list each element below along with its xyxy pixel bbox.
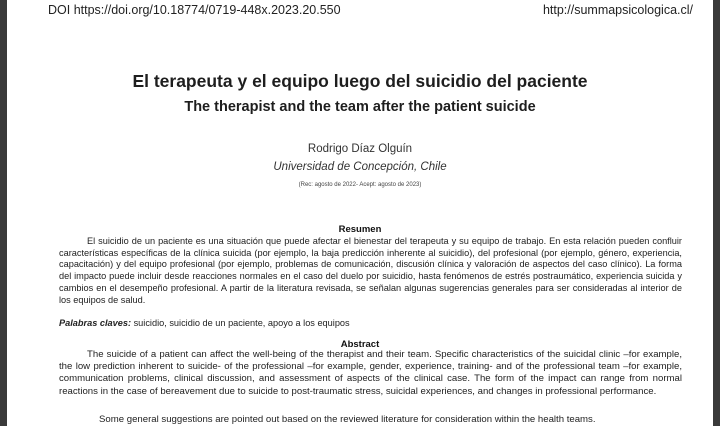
abstract-paragraph: The suicide of a patient can affect the well-being of the therapist and their team. Specific characteristics of the suicidal clinic –for example, the low prediction inherent to suicide- of the professional –for example, gender, experience, training- and of the professional team –for example, communication problems, clinical discussion, and assessment of aspects of the clinical case. The form of the impact can range from normal reactions in the case of bereavement due to suicide to post-traumatic stress, suicidal experiences, and changes in professional performance. xyxy=(59,349,682,397)
keywords-line xyxy=(59,318,682,328)
keywords-label: Palabras claves: xyxy=(59,318,132,328)
article-subtitle: The therapist and the team after the patient suicide xyxy=(184,99,536,115)
article-title: El terapeuta y el equipo luego del suicidio del paciente xyxy=(132,71,588,91)
abstract-paragraph-2: Some general suggestions are pointed out based on the reviewed literature for consideration within the health teams. xyxy=(99,414,596,425)
viewer-left-edge xyxy=(0,0,7,426)
abstract-heading: Abstract xyxy=(340,339,380,350)
document-page xyxy=(7,0,713,426)
journal-website: http://summapsicologica.cl/ xyxy=(542,3,693,17)
author-name: Rodrigo Díaz Olguín xyxy=(307,143,413,155)
keywords-list: suicidio, suicidio de un paciente, apoyo a los equipos xyxy=(131,318,350,328)
viewer-right-edge xyxy=(713,0,720,426)
doi-line: DOI https://doi.org/10.18774/0719-448x.2023.20.550 xyxy=(48,3,341,17)
resumen-paragraph: El suicidio de un paciente es una situación que puede afectar el bienestar del terapeuta y su equipo de trabajo. En esta relación pueden confluir características específicas de la clínica suicida (por ejemplo, la baja predicción inherente al suicidio), del profesional (por ejemplo, género, experiencia, capacitación) y del equipo profesional (por ejemplo, problemas de comunicación, discusión clínica y valoración de aspectos del caso clínico). La forma del impacto puede incluir desde reacciones normales en el caso del duelo por suicidio, hasta fenómenos de estrés postraumático, experiencia suicida y cambios en el desempeño profesional. A partir de la literatura revisada, se señalan algunas sugerencias generales para ser consideradas al interior de los equipos de salud. xyxy=(59,236,682,305)
received-accepted-dates: (Rec: agosto de 2022- Acept: agosto de 2023) xyxy=(298,182,422,188)
resumen-heading: Resumen xyxy=(338,224,382,235)
author-affiliation: Universidad de Concepción, Chile xyxy=(273,161,447,173)
